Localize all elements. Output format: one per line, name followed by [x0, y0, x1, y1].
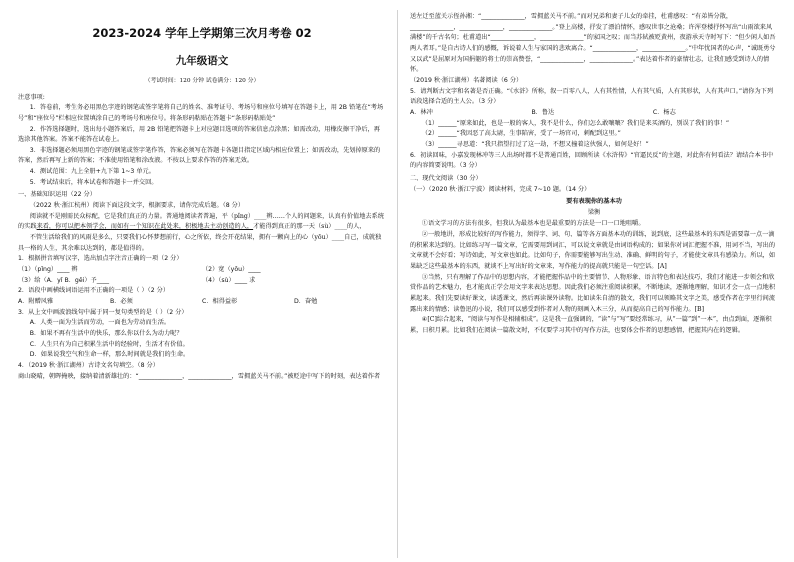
- choice-option[interactable]: B．必须: [110, 298, 133, 306]
- reading-passage: [18, 212, 386, 233]
- match-item[interactable]: （1）______“原来如此，也是一般的客人，我不是什么，你们怎么敢嚷嚷？我们是来买酒的，别误了我们的事！”: [421, 119, 730, 127]
- article-paragraph: ②一般地讲，形成比较好的写作能力，须得字、词、句、篇等各方面基本功的训练，说到底，这些最基本的东西是需要靠一点一滴的积累来达到的。比如练习写一篇文章，它需要用到词汇，可以说文章就是由词语构成的；如果你对词汇把握不准，用词不当，写出的文章就不会好看；写诗如此，写文章也如此。比如句子，你需要能够写出生动、准确、鲜明的句子，才能使文章具有感染力。所以，如果缺乏这些最基本的东西，就谈不上写出好的文章来，写作能力的提高就只能是一句空话。[A]: [410, 231, 776, 271]
- exam-title: 2023-2024 学年上学期第三次月考卷 02: [92, 26, 312, 40]
- fill-blank[interactable]: （3）给（A．yǐ B．gěi）予____: [18, 276, 110, 284]
- question-stem: 2．语段中画横线词语运用不正确的一项是（ ）（2 分）: [18, 287, 170, 295]
- section-heading: 二、现代文阅读（30 分）: [410, 174, 482, 182]
- question-stem: 4．（2019 秋·浙江湖州）古诗文名句填空。（8 分）: [18, 361, 159, 369]
- match-item[interactable]: （2）______“我因恶了高太尉，生事陷害，受了一场官司，刺配到这里。”: [421, 130, 621, 138]
- option-list: [18, 297, 386, 308]
- article-paragraph: ①语文学习的方法有很多，但我认为最基本也是最重要的方法是一口一口地咀嚼。: [421, 220, 645, 228]
- left-column: [18, 12, 386, 382]
- passage-text: 平（pǐng）____辨……个人的问题来，认真有价值地去系统的实践: [18, 212, 384, 231]
- question-stem: 6．初读回味，小嘉发现林冲等三人出场时都不是普通百姓，回顾所读《水浒传》“官逼民反”的主题，对此你有何看法？请结合本书中的内容简要说明。（3 分）: [410, 151, 774, 170]
- question-stem: 5．请判断古文字和名著是否正确。“《水浒》所称，叙一百零八人，人有其性情，人有其气质，人有其形状，人有其声口。”请你为下列语段选择合适的主人公。（3 分）: [410, 87, 774, 106]
- note-item: 2．作答选择题时，选出每小题答案后，用 2B 铅笔把答题卡上对应题目选项的答案信息点涂黑；如需改动，用橡皮擦干净后，再选涂其他答案。答案不能答在试卷上。: [18, 125, 380, 144]
- note-item: 3．非选择题必须用黑色字迹的钢笔或签字笔作答，答案必须写在答题卡各题目指定区域内相应位置上；如需改动，先划掉原来的答案，然后再写上新的答案；不准使用铅笔和涂改液。不按以上要求作答的答案无效。: [18, 146, 381, 165]
- fill-blank[interactable]: （4）（sù）____ 求: [202, 276, 256, 284]
- choice-option[interactable]: B．鲁达: [531, 108, 555, 116]
- exam-info: （考试时间：120 分钟 试卷满分：120 分）: [144, 77, 260, 84]
- exam-subtitle: 九年级语文: [175, 54, 229, 67]
- note-item: 1．答卷前，考生务必用黑色字迹的钢笔或签字笔将自己的姓名、准考证号、考场号和座位号填写在答题卡上，用 2B 铅笔在“考场号”和“座位号”栏相应位置填涂自己的考场号和座位号。将条形码粘贴在答题卡“条形码粘贴处”: [18, 104, 384, 122]
- right-column: [410, 12, 778, 337]
- option-list: [410, 108, 778, 119]
- choice-option[interactable]: A．附赠风雅: [18, 298, 54, 306]
- choice-option[interactable]: A．林冲: [410, 108, 433, 116]
- note-item: 5．考试结束后，将本试卷和答题卡一并交回。: [29, 178, 158, 186]
- article-author: 梁衡: [587, 208, 601, 216]
- article-title: 要有表现你的基本功: [566, 198, 622, 206]
- choice-option[interactable]: D．如果说我空气和生命一样，那么时间就是我们的生命。: [29, 351, 190, 359]
- poem-fill-line[interactable]: 送左迁至蓝关示侄孙湘：“______________，雪拥蓝关马不前。”而对兄弟和妻子儿女的牵挂，杜甫感叹：“有弟皆分散，______________，______________，______________。”登上高楼，抒发了漂泊情怀，感叹世事之沧桑；许浑登楼抒怀写出“山雨欲来风满楼”的千古名句；杜甫道出“______________，______________”的家国之叹；而当苏轼被贬黄州，夜游承天寺时写下：“但少闲人如吾两人者耳。”是自古诗人们的感慨，诉说着人生与家国的悲欢离合。“______________，______________。”中年忧国者的心声，“诚既勇兮又以武”是屈原对为国捐躯的将士的崇高赞誉，“______________，______________。”表达着作者的豪情壮志，让我们感受到诗人的情怀。: [410, 13, 776, 74]
- choice-option[interactable]: C．杨志: [652, 108, 676, 116]
- note-item: 4．测试范围：九上全册+九下第 1~3 单元。: [29, 168, 155, 176]
- question-stem: 1．根据拼音填写汉字，选出加点字注音正确的一项（2 分）: [18, 255, 183, 263]
- match-item[interactable]: （3）______寻思道：“我只指望打过了这一劫，不想又撞着这伙强人，如何是好！”: [421, 140, 649, 148]
- passage-text: 才能得到真正的那一天（sù）____的人，: [253, 223, 366, 231]
- section-heading: 一、基础知识运用（22 分）: [18, 191, 96, 199]
- question-stem: （2022 秋·浙江杭州）阅读下面这段文字，根据要求，请你完成后题。（8 分）: [29, 202, 245, 210]
- choice-option[interactable]: D．奋勉: [294, 298, 318, 306]
- reading-passage-2: 不管生活给我们的风雨是多么，只要我们心怀梦想前行，心之所依，终会开花结果，拥有一颗向上的心（yōu）____自己，成就独具一格的人生，其余难以达到的，都是值得的。: [18, 234, 382, 252]
- question-stem: （一）（2020 秋·浙江宁波）阅读材料，完成 7~10 题。（14 分）: [410, 185, 591, 193]
- article-paragraph: ④[C]综合起来，“阅读与写作是相辅相成”。这是我一直强调的，“读”与“写”要经常练习，从“一篇”到“一本”，由点到面，逐渐积累，日积月累。比如我们在阅读一篇散文时，不仅要学习其中的写作方法，也要体会作者的思想感情，把握其内在的逻辑。: [410, 316, 772, 335]
- choice-option[interactable]: C．人生只有为自己积累生活中的经验时，生活才有价值。: [29, 340, 189, 348]
- choice-option[interactable]: C．相得益彰: [202, 298, 238, 306]
- fill-blank[interactable]: （1）（pǐng）____ 辨: [18, 266, 78, 274]
- passage-text: 来看，你可以把本领学会，而如有一个知识在此处来，积极地去主动创造的人，: [36, 223, 254, 231]
- poem-fill-line[interactable]: 商山晓晴，朝晖掩映，接纳着清新雄壮的：“______________，______________，雪拥蓝关马不前。”被贬途中写下的时刻，表达着作者: [18, 372, 381, 380]
- choice-option[interactable]: B．如果不再有生活中的快乐，那么你以什么为动力呢？: [29, 329, 183, 337]
- article-paragraph: ③当然，只有理解了作品中的思想内容，才能把握作品中的主要情节、人物形象、语言特色和表达技巧，我们才能进一步领会和欣赏作品的艺术魅力，也才能真正学会用文字来表达思想。因此我们必须注重阅读积累，不断地读，逐渐地理解，知识才会一点一点地积累起来。我们先要读好课文，读透课文，然后再读课外读物。比如读朱自清的散文，我们可以领略其文字之美，感受作者在字里行间流露出来的情感；读鲁迅的小说，我们可以感受到作者对人物的刻画入木三分，从而提高自己的写作能力。[B]: [410, 273, 776, 313]
- column-divider: [397, 10, 398, 558]
- question-source: （2019 秋·浙江湖州）名著阅读（6 分）: [410, 76, 523, 84]
- notes-title: 注意事项:: [18, 93, 45, 101]
- choice-option[interactable]: A．人类一面为生活而劳动，一面也为劳动而生活。: [29, 319, 171, 327]
- passage-text: 阅读就不是刚需民众标配，它是我们真正的力量。普通地阅读者普遍，: [29, 212, 222, 220]
- fill-blank[interactable]: （2）宽（yōu）____: [202, 266, 261, 274]
- question-stem: 3．从上文中画波浪线句中属于同一复句类型的是（ ）（2 分）: [18, 308, 188, 316]
- option-list: [18, 265, 386, 286]
